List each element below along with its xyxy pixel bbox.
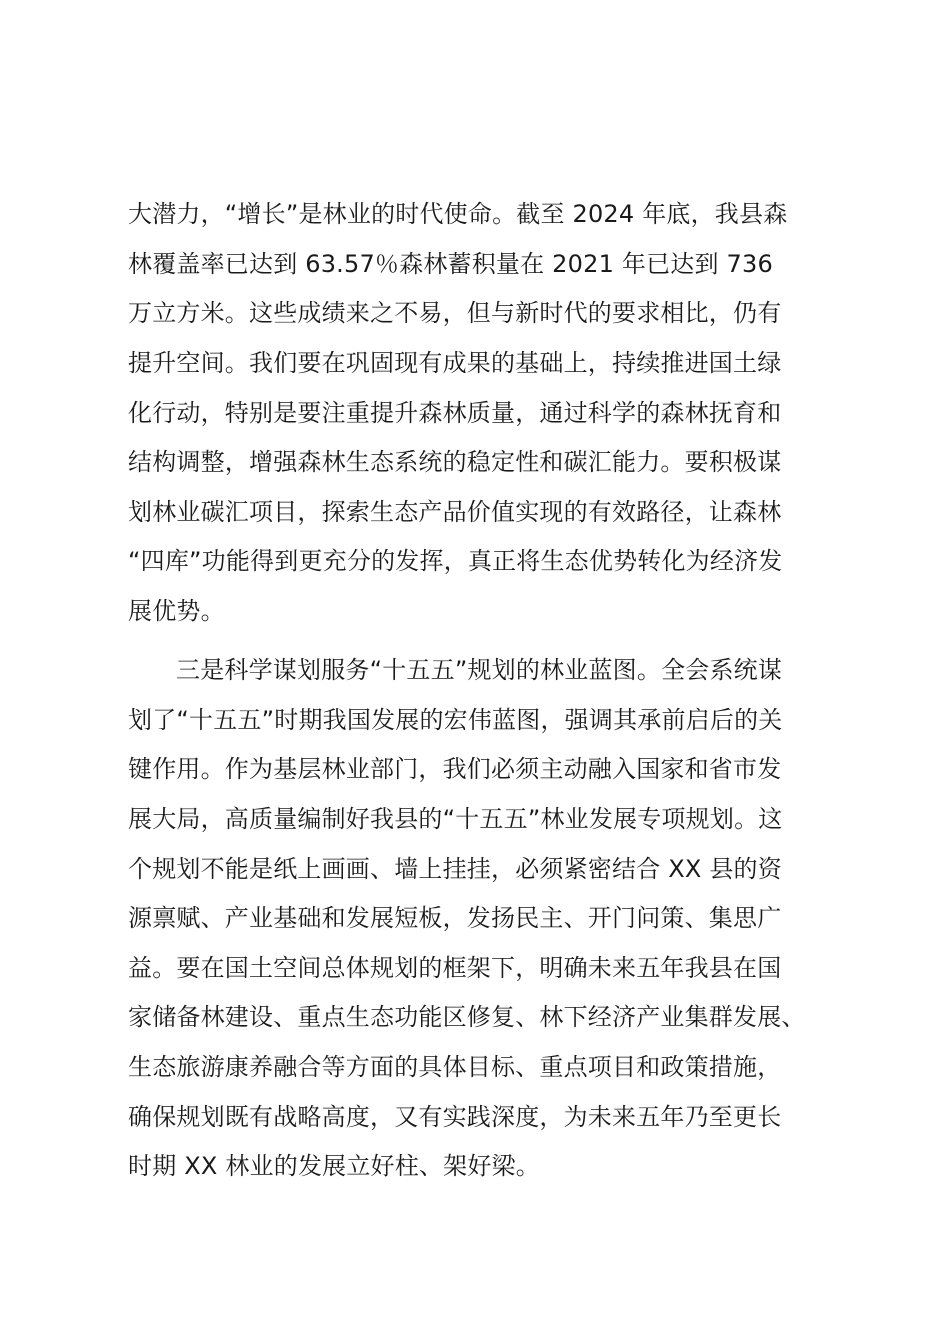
- paragraph-line: 时期 XX 林业的发展立好柱、架好梁。: [128, 1152, 540, 1180]
- paragraph-line: 林覆盖率已达到 63.57％森林蓄积量在 2021 年已达到 736: [128, 250, 773, 278]
- paragraph-line: 结构调整，增强森林生态系统的稳定性和碳汇能力。要积极谋: [128, 448, 782, 476]
- paragraph-line: 益。要在国土空间总体规划的框架下，明确未来五年我县在国: [128, 954, 782, 982]
- paragraph-line: 大潜力，“增长”是林业的时代使命。截至 2024 年底，我县森: [128, 200, 788, 228]
- paragraph-line: 展优势。: [128, 597, 225, 625]
- paragraph-line: “四库”功能得到更充分的发挥，真正将生态优势转化为经济发: [128, 547, 783, 575]
- paragraph-line: 三是科学谋划服务“十五五”规划的林业蓝图。全会系统谋: [176, 656, 783, 684]
- paragraph-line: 展大局，高质量编制好我县的“十五五”林业发展专项规划。这: [128, 805, 783, 833]
- paragraph-line: 个规划不能是纸上画画、墙上挂挂，必须紧密结合 XX 县的资: [128, 855, 782, 883]
- paragraph-line: 确保规划既有战略高度，又有实践深度，为未来五年乃至更长: [128, 1103, 782, 1131]
- paragraph-line: 划林业碳汇项目，探索生态产品价值实现的有效路径，让森林: [128, 498, 782, 526]
- paragraph-line: 提升空间。我们要在巩固现有成果的基础上，持续推进国土绿: [128, 349, 782, 377]
- paragraph-line: 键作用。作为基层林业部门，我们必须主动融入国家和省市发: [128, 755, 782, 783]
- paragraph-line: 生态旅游康养融合等方面的具体目标、重点项目和政策措施，: [128, 1053, 782, 1081]
- paragraph-line: 家储备林建设、重点生态功能区修复、林下经济产业集群发展、: [128, 1003, 806, 1031]
- paragraph-line: 源禀赋、产业基础和发展短板，发扬民主、开门问策、集思广: [128, 904, 782, 932]
- paragraph-line: 万立方米。这些成绩来之不易，但与新时代的要求相比，仍有: [128, 299, 782, 327]
- paragraph-line: 划了“十五五”时期我国发展的宏伟蓝图，强调其承前启后的关: [128, 706, 783, 734]
- paragraph-line: 化行动，特别是要注重提升森林质量，通过科学的森林抚育和: [128, 399, 782, 427]
